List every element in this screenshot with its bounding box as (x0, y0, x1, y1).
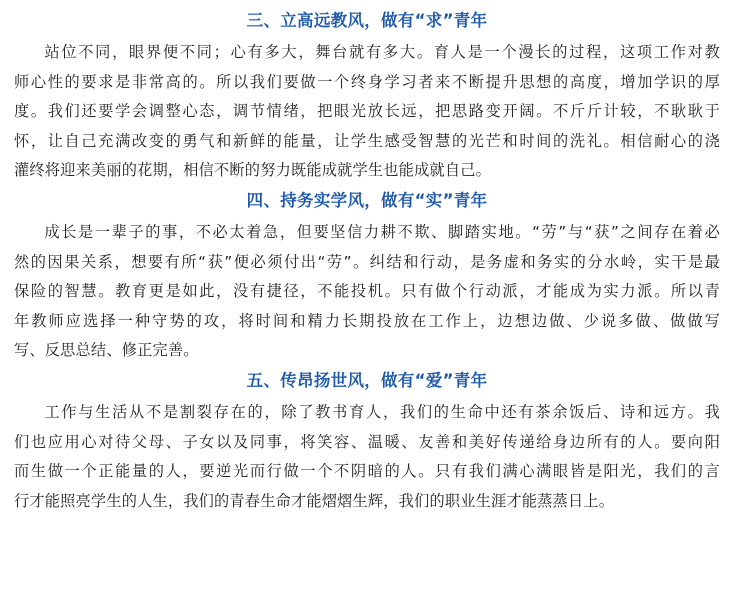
paragraph-line: 灌终将迎来美丽的花期，相信不断的努力既能成就学生也能成就自己。 (14, 161, 492, 180)
section-3-paragraph (14, 38, 720, 186)
paragraph-line: 工作与生活从不是割裂存在的，除了教书育人，我们的生命中还有茶余饭后、诗和远方。我 (44, 402, 720, 421)
paragraph-line: 写、反思总结、修正完善。 (14, 341, 199, 360)
paragraph-line: 保险的智慧。教育更是如此，没有捷径，不能投机。只有做个行动派，才能成为实力派。所以青 (14, 282, 720, 301)
section-3-title: 三、立高远教风，做有“求”青年 (246, 11, 488, 30)
section-5-title: 五、传昂扬世风，做有“爱”青年 (246, 370, 488, 390)
section-4 (14, 188, 720, 366)
section-4-title: 四、持务实学风，做有“实”青年 (246, 190, 488, 210)
section-4-paragraph (14, 218, 720, 366)
paragraph-line: 怀，让自己充满改变的勇气和新鲜的能量，让学生感受智慧的光芒和时间的洗礼。相信耐心的浇 (14, 131, 720, 150)
section-3 (14, 8, 720, 186)
paragraph-line: 站位不同，眼界便不同；心有多大，舞台就有多大。育人是一个漫长的过程，这项工作对教 (44, 43, 720, 61)
section-5 (14, 368, 720, 516)
paragraph-line: 度。我们还要学会调整心态，调节情绪，把眼光放长远，把思路变开阔。不斤斤计较，不耿耿于 (14, 102, 720, 121)
paragraph-line: 而生做一个正能量的人，要逆光而行做一个不阴暗的人。只有我们满心满眼皆是阳光，我们的言 (14, 462, 720, 481)
paragraph-line: 师心性的要求是非常高的。所以我们要做一个终身学习者来不断提升思想的高度，增加学识的厚 (14, 72, 720, 91)
paragraph-line: 成长是一辈子的事，不必太着急，但要坚信力耕不欺、脚踏实地。“劳”与“获”之间存在着必 (44, 222, 720, 241)
paragraph-line: 们也应用心对待父母、子女以及同事，将笑容、温暖、友善和美好传递给身边所有的人。要向阳 (14, 432, 720, 451)
paragraph-line: 年教师应选择一种守势的攻，将时间和精力长期投放在工作上，边想边做、少说多做、做做写 (14, 311, 720, 330)
paragraph-line: 行才能照亮学生的人生，我们的青春生命才能熠熠生辉，我们的职业生涯才能蒸蒸日上。 (14, 491, 615, 510)
section-5-paragraph (14, 398, 720, 516)
paragraph-line: 然的因果关系，想要有所“获”便必须付出“劳”。纠结和行动，是务虚和务实的分水岭，实干是最 (14, 252, 720, 271)
